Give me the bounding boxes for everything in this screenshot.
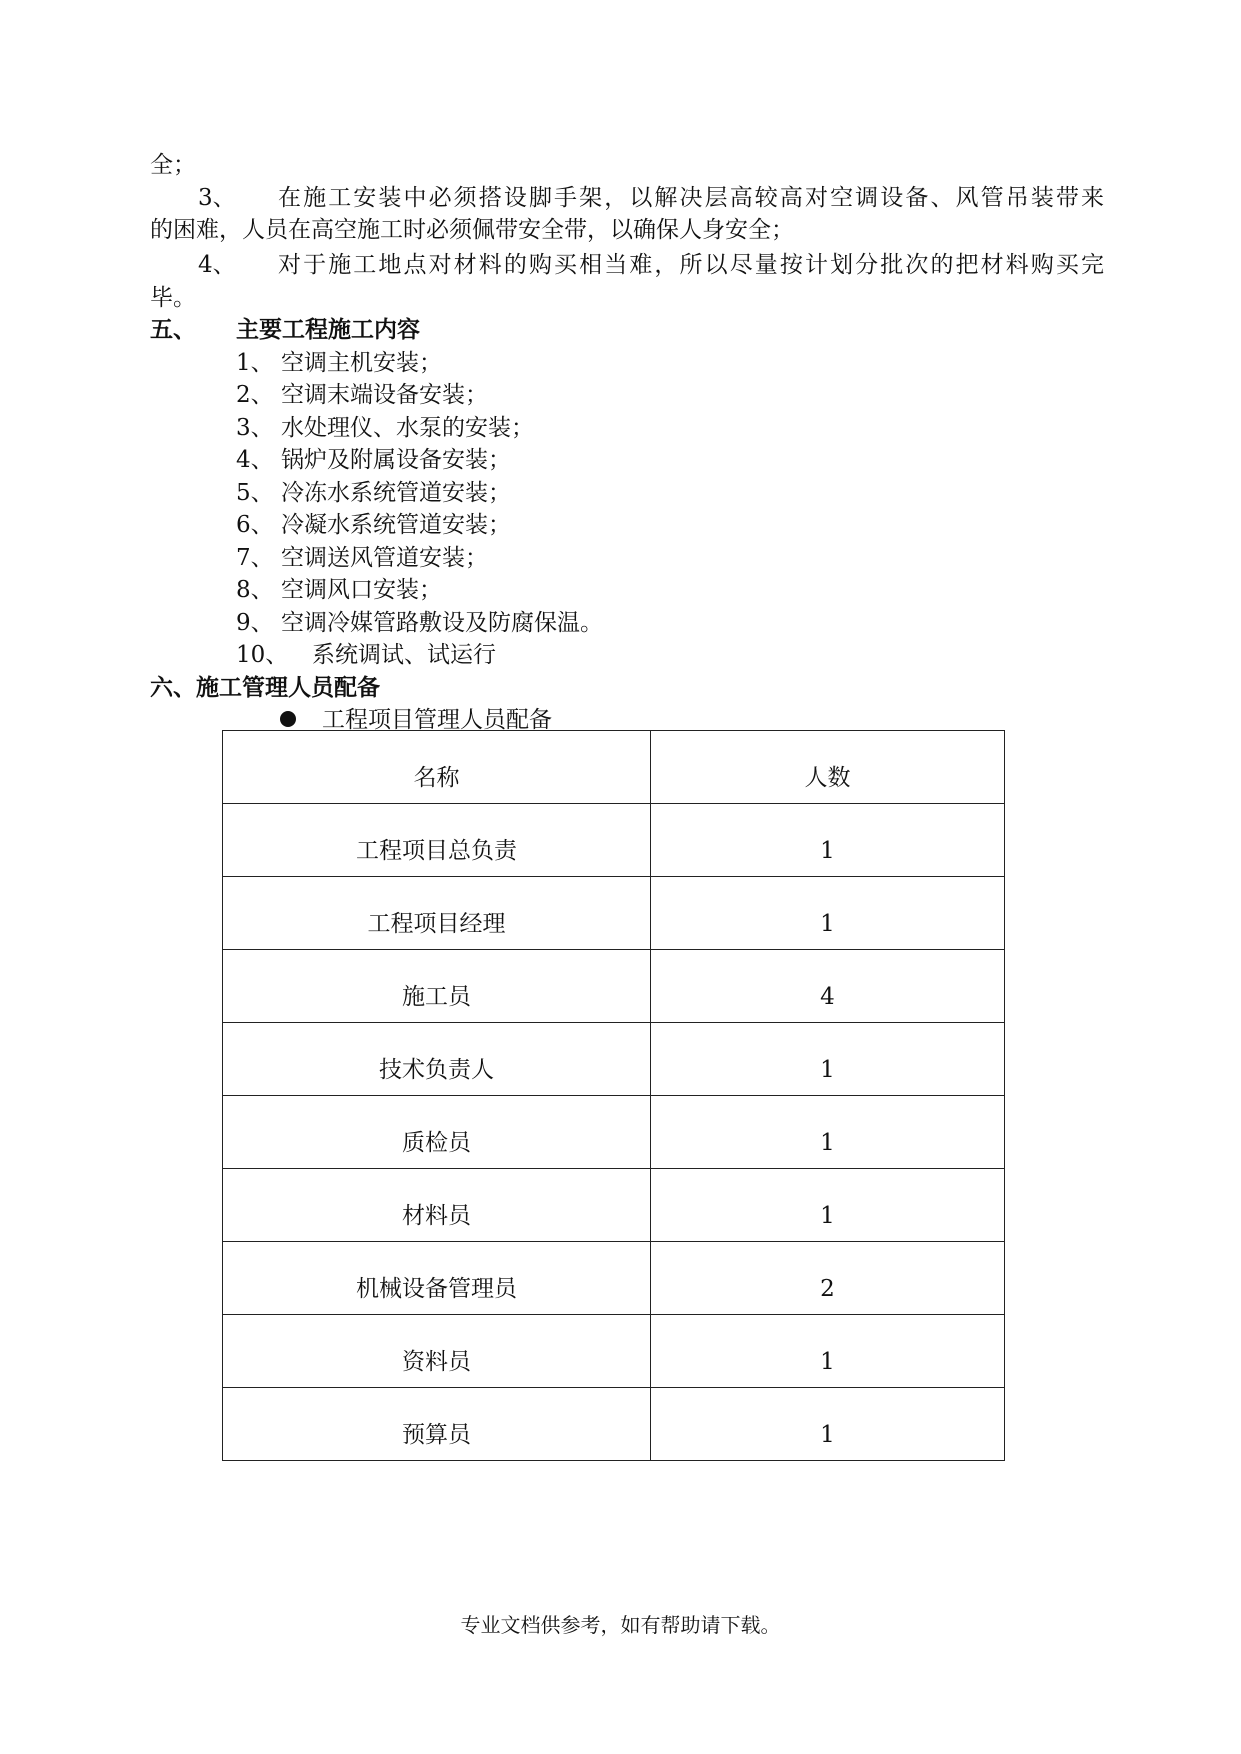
table-cell-count: 1 <box>651 1388 1005 1461</box>
section5-item: 9、 空调冷媒管路敷设及防腐保温。 <box>236 610 603 636</box>
section5-item: 6、 冷凝水系统管道安装； <box>236 512 511 538</box>
table-row <box>223 950 1005 1023</box>
table-header-row <box>223 731 1005 804</box>
item-3-line2: 的困难，人员在高空施工时必须佩带安全带，以确保人身安全； <box>150 217 794 243</box>
item-3-line1: 在施工安装中必须搭设脚手架，以解决层高较高对空调设备、风管吊装带来 <box>278 185 1104 211</box>
table-cell-name: 资料员 <box>223 1315 651 1388</box>
table-cell-count: 1 <box>651 1169 1005 1242</box>
table-cell-count: 1 <box>651 877 1005 950</box>
table-cell-name: 预算员 <box>223 1388 651 1461</box>
table-cell-name: 工程项目总负责 <box>223 804 651 877</box>
section5-item-10-number: 10、 <box>236 642 289 668</box>
table-cell-count: 1 <box>651 1096 1005 1169</box>
section5-item: 7、 空调送风管道安装； <box>236 545 488 571</box>
section5-item: 5、 冷冻水系统管道安装； <box>236 480 511 506</box>
staff-table <box>222 730 1005 1461</box>
item-4-number: 4、 <box>198 252 236 278</box>
table-cell-count: 4 <box>651 950 1005 1023</box>
table-row <box>223 1096 1005 1169</box>
section5-title: 主要工程施工内容 <box>236 317 420 343</box>
table-header-cell: 名称 <box>223 731 651 804</box>
table-row <box>223 804 1005 877</box>
table-cell-count: 1 <box>651 1023 1005 1096</box>
item-3-number: 3、 <box>198 185 236 211</box>
table-cell-count: 2 <box>651 1242 1005 1315</box>
table-row <box>223 877 1005 950</box>
table-row <box>223 1242 1005 1315</box>
table-header-cell: 人数 <box>651 731 1005 804</box>
table-cell-count: 1 <box>651 804 1005 877</box>
section5-item: 2、 空调末端设备安装； <box>236 382 488 408</box>
item-4-line2: 毕。 <box>150 285 196 311</box>
table-cell-name: 工程项目经理 <box>223 877 651 950</box>
table-cell-count: 1 <box>651 1315 1005 1388</box>
section5-item: 3、 水处理仪、水泵的安装； <box>236 415 534 441</box>
table-cell-name: 机械设备管理员 <box>223 1242 651 1315</box>
table-row <box>223 1169 1005 1242</box>
section5-number: 五、 <box>150 317 196 343</box>
page-footer: 专业文档供参考，如有帮助请下载。 <box>460 1613 781 1637</box>
table-cell-name: 施工员 <box>223 950 651 1023</box>
section5-item-10-text: 系统调试、试运行 <box>312 642 496 668</box>
section5-item: 8、 空调风口安装； <box>236 577 442 603</box>
table-row <box>223 1315 1005 1388</box>
item-4-line1: 对于施工地点对材料的购买相当难，所以尽量按计划分批次的把材料购买完 <box>278 252 1104 278</box>
table-cell-name: 技术负责人 <box>223 1023 651 1096</box>
section6-title: 六、施工管理人员配备 <box>150 675 380 701</box>
table-cell-name: 材料员 <box>223 1169 651 1242</box>
bullet-dot-icon <box>280 711 296 727</box>
table-row <box>223 1388 1005 1461</box>
continuation-text: 全； <box>150 152 196 178</box>
table-row <box>223 1023 1005 1096</box>
section6-bullet-text: 工程项目管理人员配备 <box>322 707 552 733</box>
section5-item: 4、 锅炉及附属设备安装； <box>236 447 511 473</box>
table-cell-name: 质检员 <box>223 1096 651 1169</box>
section5-item: 1、 空调主机安装； <box>236 350 442 376</box>
